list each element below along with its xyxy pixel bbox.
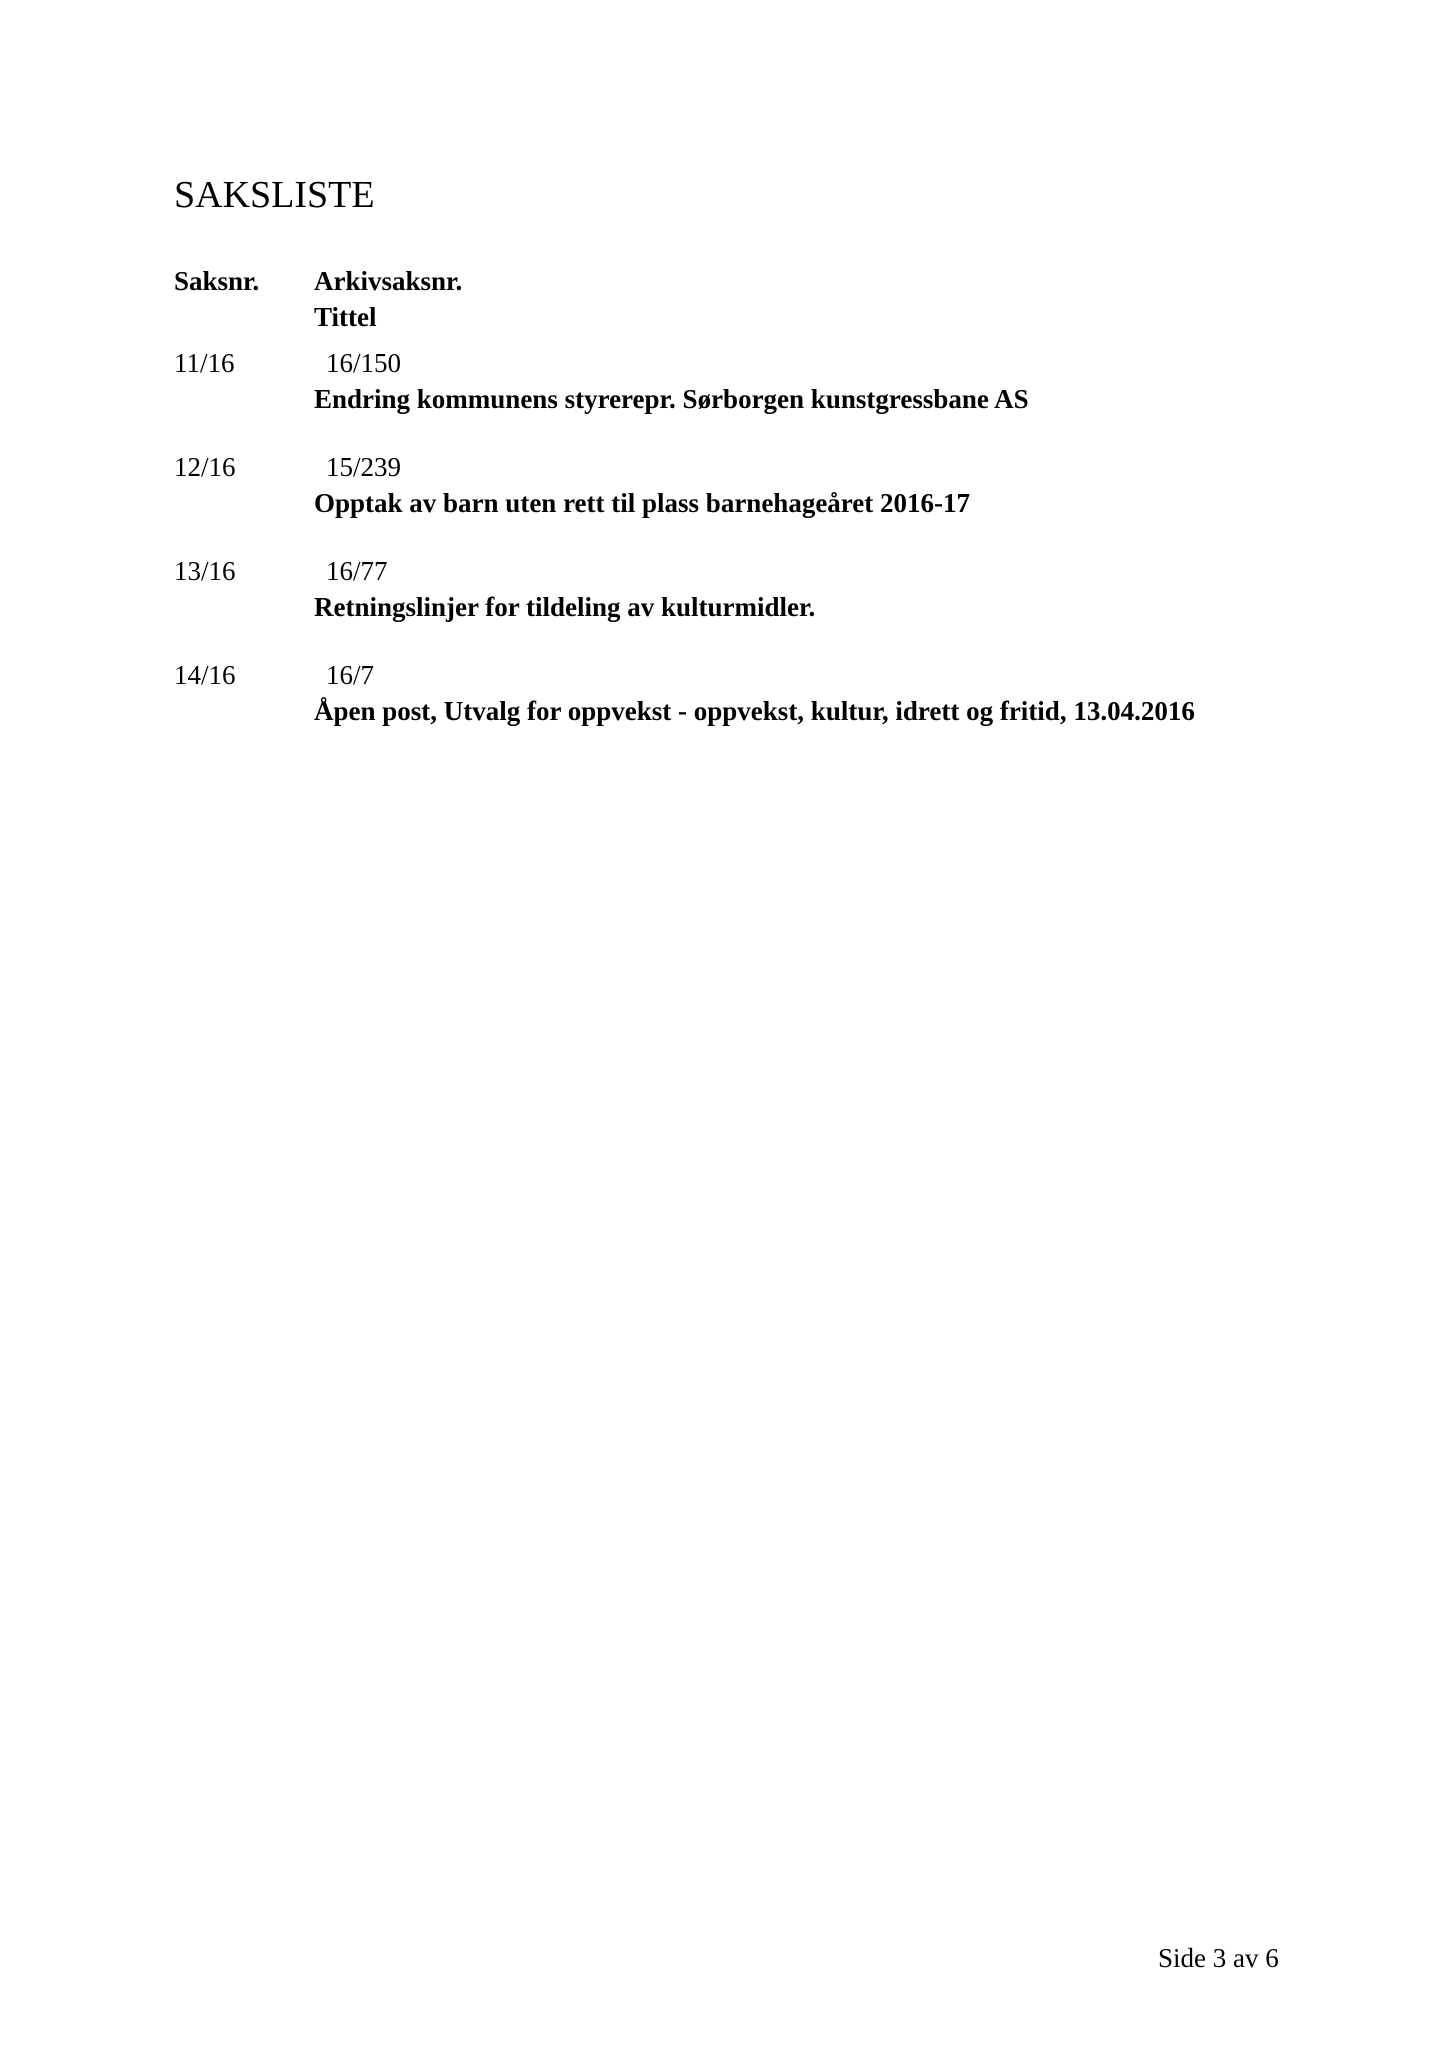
list-item (174, 553, 1374, 633)
header-arkivsaksnr: Arkivsaksnr. (314, 266, 463, 296)
item-saksnr: 11/16 (174, 348, 235, 378)
item-arkivsaksnr: 16/150 (326, 348, 402, 378)
item-title: Åpen post, Utvalg for oppvekst - oppvekst, kultur, idrett og fritid, 13.04.2016 (314, 696, 1195, 726)
item-arkivsaksnr: 16/77 (326, 556, 388, 586)
item-title: Opptak av barn uten rett til plass barnehageåret 2016-17 (314, 488, 971, 518)
list-item (174, 345, 1374, 425)
item-title: Retningslinjer for tildeling av kulturmidler. (314, 592, 816, 622)
header-tittel: Tittel (314, 302, 377, 332)
item-arkivsaksnr: 16/7 (326, 660, 375, 690)
item-saksnr: 13/16 (174, 556, 236, 586)
page-title: SAKSLISTE (174, 174, 375, 216)
list-item (174, 657, 1374, 737)
header-saksnr: Saksnr. (174, 266, 260, 296)
page-number: Side 3 av 6 (1158, 1943, 1279, 1973)
item-saksnr: 12/16 (174, 452, 236, 482)
item-title: Endring kommunens styrerepr. Sørborgen kunstgressbane AS (314, 384, 1029, 414)
item-saksnr: 14/16 (174, 660, 236, 690)
item-arkivsaksnr: 15/239 (326, 452, 402, 482)
list-item (174, 449, 1374, 529)
